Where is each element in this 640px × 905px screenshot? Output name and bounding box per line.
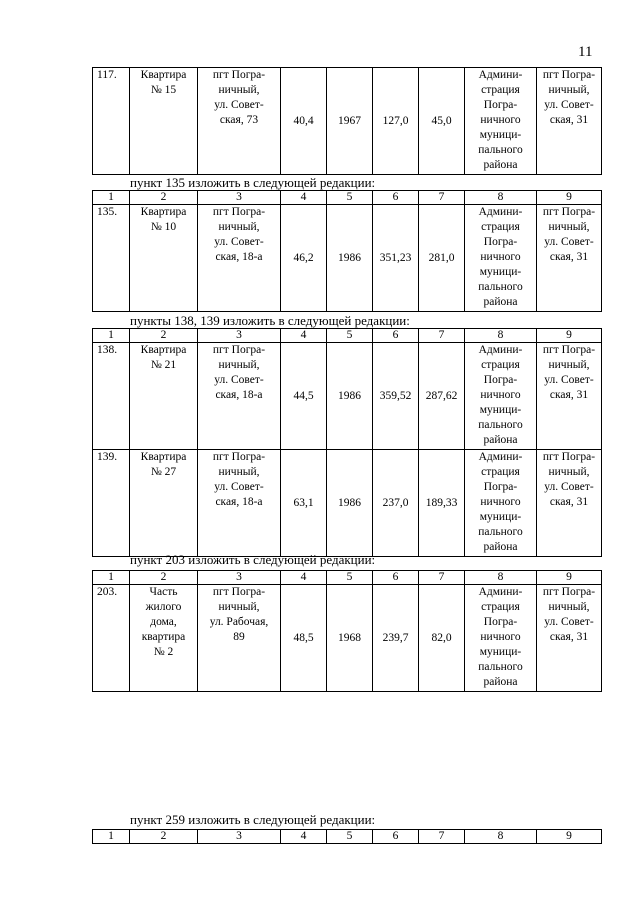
- instruction-203: пункт 203 изложить в следующей редакции:: [130, 552, 376, 567]
- owner-address-line: ул. Совет-: [544, 374, 594, 386]
- owner-address-line: пгт Погра-: [542, 69, 596, 81]
- year-value: 1986: [327, 205, 373, 312]
- object-name-line: № 10: [150, 221, 177, 233]
- owner-address-line: ничный,: [548, 359, 590, 371]
- owner-address-line: ничный,: [548, 84, 590, 96]
- owner-address-line: пгт Погра-: [542, 586, 596, 598]
- object-address-line: пгт Погра-: [212, 451, 266, 463]
- owner-name-line: муници-: [479, 511, 522, 523]
- table-259: [92, 829, 602, 844]
- owner-name-line: Админи-: [478, 206, 523, 218]
- header-row: [93, 191, 602, 205]
- row-number: 135.: [93, 205, 130, 312]
- owner-name: [465, 68, 537, 175]
- owner-name-line: района: [483, 541, 518, 553]
- header-cell-4: 4: [281, 329, 327, 343]
- area-value: 44,5: [281, 343, 327, 450]
- owner-name-line: ничного: [480, 389, 521, 401]
- owner-address-line: пгт Погра-: [542, 451, 596, 463]
- table-row: [93, 68, 602, 175]
- owner-address-line: пгт Погра-: [542, 344, 596, 356]
- object-address-line: 89: [233, 631, 245, 643]
- year-value: 1967: [327, 68, 373, 175]
- owner-address: [537, 68, 602, 175]
- header-cell-2: 2: [130, 191, 198, 205]
- table-135: [92, 190, 602, 312]
- instruction-259: пункт 259 изложить в следующей редакции:: [130, 812, 376, 827]
- object-name-line: Квартира: [140, 451, 187, 463]
- owner-address-line: ул. Совет-: [544, 236, 594, 248]
- object-name-line: Квартира: [140, 69, 187, 81]
- header-cell-4: 4: [281, 830, 327, 844]
- object-address-line: ул. Совет-: [214, 374, 264, 386]
- header-cell-6: 6: [373, 329, 419, 343]
- header-cell-5: 5: [327, 830, 373, 844]
- owner-name-line: ничного: [480, 251, 521, 263]
- object-address-line: ская, 18-а: [215, 496, 263, 508]
- object-name-line: Часть: [149, 586, 178, 598]
- area-value: 48,5: [281, 585, 327, 692]
- header-cell-9: 9: [537, 571, 602, 585]
- object-address-line: ул. Совет-: [214, 99, 264, 111]
- instruction-135: пункт 135 изложить в следующей редакции:: [130, 175, 376, 190]
- owner-name-line: страция: [481, 359, 520, 371]
- object-name: [130, 205, 198, 312]
- owner-name-line: Погра-: [483, 236, 518, 248]
- owner-name-line: ничного: [480, 114, 521, 126]
- owner-name-line: пального: [478, 526, 523, 538]
- header-cell-6: 6: [373, 830, 419, 844]
- owner-name-line: Погра-: [483, 481, 518, 493]
- header-cell-3: 3: [198, 571, 281, 585]
- owner-name-line: Погра-: [483, 99, 518, 111]
- residual-value: 189,33: [419, 450, 465, 557]
- header-cell-1: 1: [93, 329, 130, 343]
- cost-value: 359,52: [373, 343, 419, 450]
- owner-name-line: пального: [478, 281, 523, 293]
- header-cell-8: 8: [465, 830, 537, 844]
- object-name-line: жилого: [145, 601, 182, 613]
- residual-value: 82,0: [419, 585, 465, 692]
- owner-name-line: страция: [481, 466, 520, 478]
- owner-name: [465, 205, 537, 312]
- object-name-line: № 27: [150, 466, 177, 478]
- owner-name-line: пального: [478, 144, 523, 156]
- header-cell-8: 8: [465, 191, 537, 205]
- header-cell-9: 9: [537, 830, 602, 844]
- owner-name-line: Погра-: [483, 616, 518, 628]
- header-cell-5: 5: [327, 191, 373, 205]
- owner-name-line: района: [483, 434, 518, 446]
- owner-name-line: ничного: [480, 496, 521, 508]
- residual-value: 45,0: [419, 68, 465, 175]
- header-cell-9: 9: [537, 191, 602, 205]
- header-cell-3: 3: [198, 191, 281, 205]
- owner-name-line: страция: [481, 84, 520, 96]
- owner-name-line: Админи-: [478, 451, 523, 463]
- owner-name: [465, 450, 537, 557]
- object-name: [130, 450, 198, 557]
- object-address-line: пгт Погра-: [212, 586, 266, 598]
- object-name-line: дома,: [150, 616, 177, 628]
- header-cell-1: 1: [93, 571, 130, 585]
- object-address-line: ская, 18-а: [215, 251, 263, 263]
- header-cell-6: 6: [373, 191, 419, 205]
- header-cell-7: 7: [419, 329, 465, 343]
- table-row: [93, 343, 602, 450]
- object-address-line: ская, 18-а: [215, 389, 263, 401]
- object-name: [130, 585, 198, 692]
- page-number: 11: [578, 44, 593, 60]
- owner-address: [537, 205, 602, 312]
- object-address-line: ничный,: [218, 84, 260, 96]
- header-cell-3: 3: [198, 830, 281, 844]
- object-address-line: ская, 73: [219, 114, 259, 126]
- cost-value: 239,7: [373, 585, 419, 692]
- object-address: [198, 205, 281, 312]
- owner-name-line: пального: [478, 419, 523, 431]
- header-row: [93, 830, 602, 844]
- object-address-line: ул. Совет-: [214, 236, 264, 248]
- area-value: 63,1: [281, 450, 327, 557]
- owner-name-line: Админи-: [478, 344, 523, 356]
- area-value: 40,4: [281, 68, 327, 175]
- header-row: [93, 571, 602, 585]
- owner-address-line: ская, 31: [549, 496, 589, 508]
- header-cell-2: 2: [130, 830, 198, 844]
- owner-address-line: ул. Совет-: [544, 481, 594, 493]
- owner-address-line: ская, 31: [549, 631, 589, 643]
- cost-value: 351,23: [373, 205, 419, 312]
- object-name-line: № 2: [153, 646, 174, 658]
- year-value: 1986: [327, 343, 373, 450]
- owner-name-line: муници-: [479, 646, 522, 658]
- header-cell-7: 7: [419, 830, 465, 844]
- owner-name-line: района: [483, 159, 518, 171]
- owner-name-line: пального: [478, 661, 523, 673]
- instruction-138-139: пункты 138, 139 изложить в следующей редакции:: [130, 313, 410, 328]
- owner-name-line: Погра-: [483, 374, 518, 386]
- table-117: [92, 67, 602, 175]
- residual-value: 281,0: [419, 205, 465, 312]
- owner-name-line: страция: [481, 601, 520, 613]
- row-number: 139.: [93, 450, 130, 557]
- owner-address-line: ничный,: [548, 466, 590, 478]
- year-value: 1986: [327, 450, 373, 557]
- row-number: 117.: [93, 68, 130, 175]
- object-name-line: № 15: [150, 84, 177, 96]
- header-cell-4: 4: [281, 191, 327, 205]
- object-name-line: Квартира: [140, 344, 187, 356]
- header-cell-5: 5: [327, 329, 373, 343]
- object-address-line: ничный,: [218, 466, 260, 478]
- owner-name: [465, 585, 537, 692]
- object-address: [198, 450, 281, 557]
- owner-name-line: ничного: [480, 631, 521, 643]
- header-cell-7: 7: [419, 571, 465, 585]
- owner-name-line: муници-: [479, 129, 522, 141]
- row-number: 203.: [93, 585, 130, 692]
- table-138-139: [92, 328, 602, 557]
- object-address-line: пгт Погра-: [212, 206, 266, 218]
- object-address-line: ул. Совет-: [214, 481, 264, 493]
- header-cell-1: 1: [93, 830, 130, 844]
- object-address: [198, 68, 281, 175]
- year-value: 1968: [327, 585, 373, 692]
- header-cell-3: 3: [198, 329, 281, 343]
- owner-address: [537, 585, 602, 692]
- owner-name: [465, 343, 537, 450]
- object-name-line: Квартира: [140, 206, 187, 218]
- owner-address-line: ничный,: [548, 221, 590, 233]
- header-cell-8: 8: [465, 329, 537, 343]
- header-cell-2: 2: [130, 571, 198, 585]
- header-cell-4: 4: [281, 571, 327, 585]
- object-name: [130, 68, 198, 175]
- owner-name-line: Админи-: [478, 586, 523, 598]
- row-number: 138.: [93, 343, 130, 450]
- object-name-line: квартира: [141, 631, 186, 643]
- area-value: 46,2: [281, 205, 327, 312]
- table-row: [93, 585, 602, 692]
- header-cell-6: 6: [373, 571, 419, 585]
- header-cell-9: 9: [537, 329, 602, 343]
- owner-address: [537, 450, 602, 557]
- owner-name-line: страция: [481, 221, 520, 233]
- header-row: [93, 329, 602, 343]
- object-address: [198, 585, 281, 692]
- owner-name-line: района: [483, 296, 518, 308]
- owner-name-line: Админи-: [478, 69, 523, 81]
- table-row: [93, 450, 602, 557]
- cost-value: 237,0: [373, 450, 419, 557]
- owner-name-line: муници-: [479, 404, 522, 416]
- owner-address-line: ул. Совет-: [544, 99, 594, 111]
- object-name-line: № 21: [150, 359, 177, 371]
- object-address-line: пгт Погра-: [212, 344, 266, 356]
- owner-name-line: района: [483, 676, 518, 688]
- table-row: [93, 205, 602, 312]
- header-cell-7: 7: [419, 191, 465, 205]
- object-address-line: ничный,: [218, 221, 260, 233]
- owner-address-line: ская, 31: [549, 114, 589, 126]
- object-address-line: ничный,: [218, 601, 260, 613]
- header-cell-8: 8: [465, 571, 537, 585]
- table-203: [92, 570, 602, 692]
- cost-value: 127,0: [373, 68, 419, 175]
- header-cell-1: 1: [93, 191, 130, 205]
- header-cell-2: 2: [130, 329, 198, 343]
- owner-address-line: ская, 31: [549, 389, 589, 401]
- object-name: [130, 343, 198, 450]
- object-address-line: ул. Рабочая,: [209, 616, 269, 628]
- owner-address-line: ничный,: [548, 601, 590, 613]
- header-cell-5: 5: [327, 571, 373, 585]
- owner-address-line: ул. Совет-: [544, 616, 594, 628]
- owner-address-line: ская, 31: [549, 251, 589, 263]
- owner-address-line: пгт Погра-: [542, 206, 596, 218]
- owner-address: [537, 343, 602, 450]
- object-address-line: пгт Погра-: [212, 69, 266, 81]
- object-address: [198, 343, 281, 450]
- owner-name-line: муници-: [479, 266, 522, 278]
- object-address-line: ничный,: [218, 359, 260, 371]
- residual-value: 287,62: [419, 343, 465, 450]
